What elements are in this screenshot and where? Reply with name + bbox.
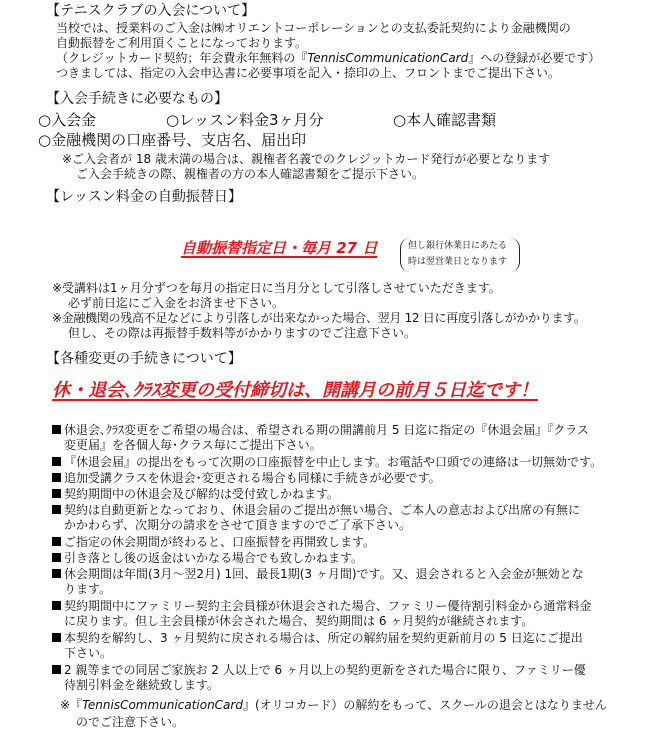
rule-item: 2 親等までの同居ご家族お 2 人以上で 6 ヶ月以上の契約更新をされた場合に限り、ファミリー優	[52, 664, 586, 676]
orico-note-suffix: 』(オリコカード）の解約をもって、スクールの退会とはなりません	[242, 698, 607, 712]
rule-item: 休退会､ｸﾗｽ変更をご希望の場合は、希望される期の開講前月 5 日迄に指定の『休退会届』『クラス	[52, 424, 589, 436]
orico-card-name: TennisCommunicationCard	[82, 698, 243, 712]
auto-debit-note: 但し、その際は再振替手数料等がかかりますのでご注意下さい。	[68, 326, 417, 340]
membership-text-line: 自動振替をご利用頂くことになっております。	[56, 36, 308, 50]
card-note-prefix: （クレジットカード契約；年会費永年無料の『	[56, 51, 308, 65]
auto-debit-note: ※金融機関の残高不足などにより引落しが出来なかった場合、翌月 12 日に再度引落しがかかります。	[52, 311, 586, 325]
requirement-item: ○金融機関の口座番号、支店名、届出印	[38, 131, 307, 149]
requirement-item: ○レッスン料金3ヶ月分	[166, 111, 324, 129]
bullet-square-icon	[52, 457, 61, 466]
bullet-square-icon	[52, 601, 61, 610]
requirement-note: ※ご入会者が 18 歳未満の場合は、親権者名義でのクレジットカード発行が必要となります	[62, 152, 551, 166]
rule-item: 本契約を解約し、3 ヶ月契約に戻される場合は、所定の解約届を契約更新前月の 5 日迄にご提出	[52, 632, 583, 644]
requirement-note: ご入会手続きの際、親権者の方の本人確認書類をご提示下さい。	[76, 167, 425, 181]
rule-item: 追加受講クラスを休退会･変更される場合も同様に手続きが必要です。	[52, 472, 441, 484]
auto-debit-note: ※受講料は1ヶ月分ずつを毎月の指定日に当月分として引落しさせていただきます。	[52, 281, 501, 295]
orico-card-note	[60, 699, 607, 711]
membership-text-line	[56, 52, 600, 64]
bullet-square-icon	[52, 473, 61, 482]
card-name: TennisCommunicationCard	[307, 51, 469, 65]
membership-heading: 【テニスクラブの入会について】	[46, 3, 256, 19]
bullet-square-icon	[52, 633, 61, 642]
changes-heading: 【各種変更の手続きについて】	[46, 351, 242, 367]
rule-item: 契約期間中にファミリー契約主会員様が休退会された場合、ファミリー優待割引料金から通常料金	[52, 600, 592, 612]
rule-item-cont: かかわらず、次期分の請求をさせて頂きますのでご了承下さい。	[64, 518, 412, 532]
auto-debit-date	[181, 241, 377, 256]
bullet-square-icon	[52, 553, 61, 562]
requirements-heading: 【入会手続きに必要なもの】	[46, 91, 228, 107]
requirement-item: ○本人確認書類	[393, 111, 497, 129]
rule-item-cont: 待割引料金を継続致します。	[64, 678, 220, 692]
bullet-square-icon	[52, 505, 61, 514]
changes-deadline-text: 休・退会､ｸﾗｽ変更の受付締切は、開講月の前月５日迄です！	[52, 380, 538, 401]
bullet-square-icon	[52, 569, 61, 578]
rule-item: 引き落とし後の返金はいかなる場合でも致しかねます。	[52, 552, 363, 564]
rule-item-cont: ります。	[64, 582, 112, 596]
card-note-suffix: 』への登録が必要です）	[468, 51, 601, 65]
rule-item-cont: 下さい。	[64, 646, 113, 660]
auto-debit-note: 必ず前日迄にご入金をお済ませ下さい。	[68, 296, 285, 310]
rule-item-cont: 変更届』を各個人毎･クラス毎にご提出下さい。	[64, 438, 322, 452]
auto-debit-heading: 【レッスン料金の自動振替日】	[46, 189, 242, 205]
bullet-square-icon	[52, 425, 61, 434]
rule-item: ご指定の休会期間が終わると、口座振替を再開致します。	[52, 536, 375, 548]
rule-item-cont: に戻ります。但し主会員様が休会された場合、契約期間は 6 ヶ月契約が継続されます。	[64, 614, 534, 628]
rule-item: 契約期間中の休退会及び解約は受付致しかねます。	[52, 488, 339, 500]
auto-debit-date-text: 自動振替指定日・毎月 27 日	[181, 239, 378, 257]
bullet-square-icon	[52, 537, 61, 546]
requirement-item: ○入会金	[38, 111, 97, 129]
bullet-square-icon	[52, 665, 61, 674]
orico-card-note-cont: のでご注意下さい。	[76, 715, 185, 729]
membership-text-line: 当校では、授業料のご入金は㈱オリエントコーポレーションとの支払委託契約により金融機関の	[56, 21, 571, 35]
holiday-note: 時は翌営業日となります	[408, 257, 508, 267]
orico-note-prefix: ※『	[60, 698, 83, 712]
rule-item: 『休退会届』の提出をもって次期の口座振替を中止します。お電話や口頭での連絡は一切無効です。	[52, 456, 602, 468]
changes-deadline	[52, 382, 538, 400]
rule-item: 休会期間は年間(3月～翌2月) 1回、最長1期(3 ヶ月間)です。又、退会されると入会金が無効とな	[52, 568, 584, 580]
rule-item: 契約は自動更新となっており、休退会届のご提出が無い場合、ご本人の意志および出席の有無に	[52, 504, 580, 516]
bullet-square-icon	[52, 489, 61, 498]
holiday-note: 但し銀行休業日にあたる	[408, 241, 508, 251]
membership-text-line: つきましては、指定の入会申込書に必要事項を記入・捺印の上、フロントまでご提出下さい。	[56, 66, 561, 80]
